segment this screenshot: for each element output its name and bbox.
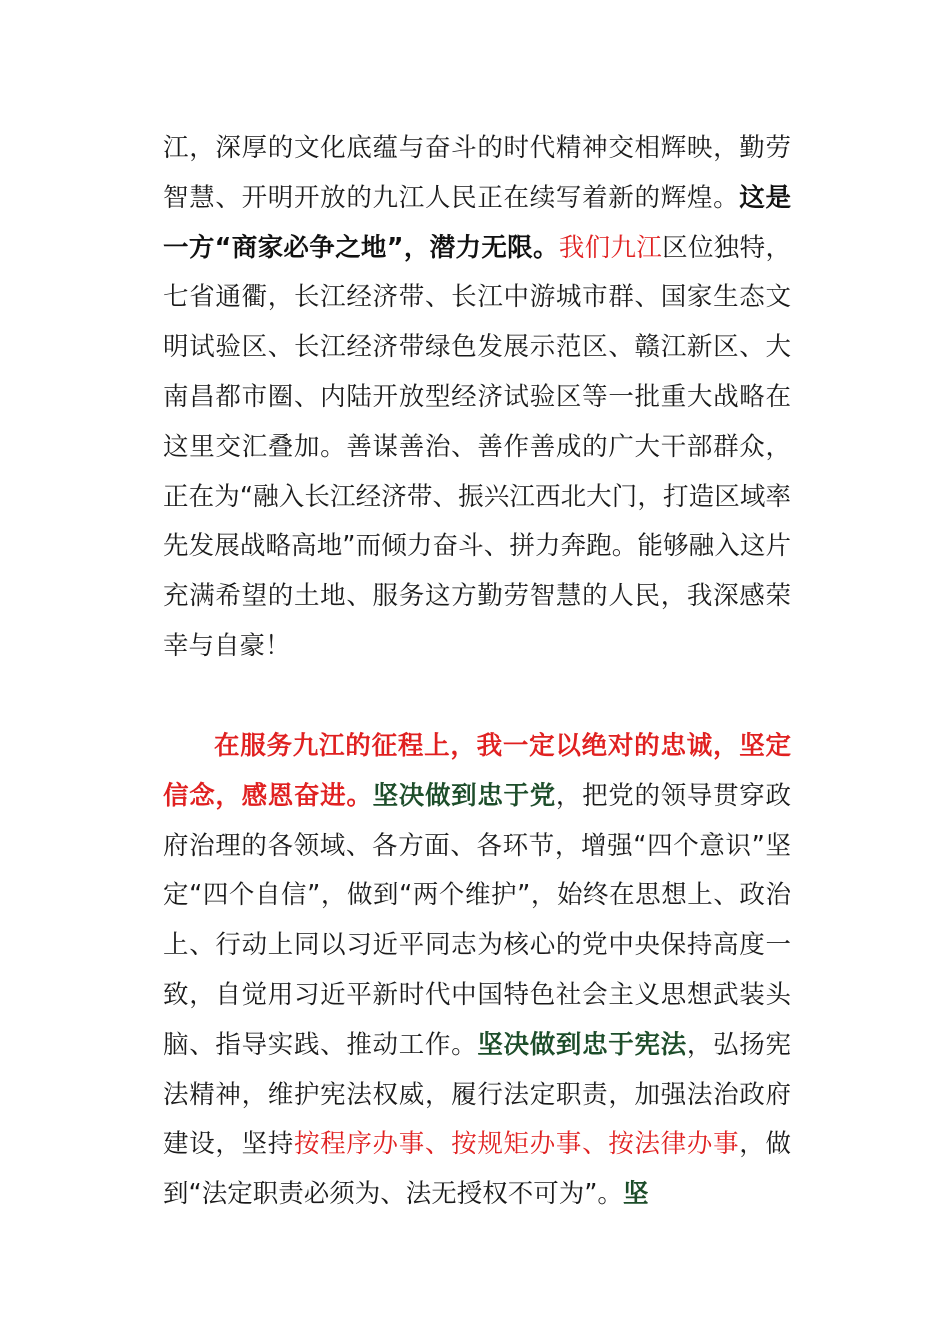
green-bold-heading: 坚决做到忠于宪法 [477, 1029, 687, 1060]
text-segment: ，弘扬宪法精神，维护宪法权威，履行法定职责，加强法治政府建设，坚持 [163, 1029, 791, 1160]
red-highlight: 按程序办事、按规矩办事、按法律办事 [293, 1129, 740, 1160]
bold-statement: 这是一方“商家必争之地”，潜力无限。 [163, 182, 791, 263]
paragraph-jiujiang-intro [163, 124, 791, 672]
text-segment: 区位独特，七省通衢，长江经济带、长江中游城市群、国家生态文明试验区、长江经济带绿色发展示范区、赣江新区、大南昌都市圈、内陆开放型经济试验区等一批重大战略在这里交汇叠加。善谋善治、善作善成的广大干部群众，正在为“融入长江经济带、振兴江西北大门，打造区域率先发展战略高地”而倾力奋斗、拼力奔跑。能够融入这片充满希望的土地、服务这方勤劳智慧的人民，我深感荣幸与自豪！ [163, 232, 791, 661]
green-bold-heading: 坚决做到忠于党 [372, 780, 556, 811]
paragraph-service-pledge [163, 722, 791, 1220]
red-highlight: 我们九江 [558, 232, 663, 263]
text-segment: ，做到“法定职责必须为、法无授权不可为”。 [163, 1129, 791, 1210]
green-bold-heading: 坚 [622, 1179, 649, 1210]
red-bold-heading: 在服务九江的征程上，我一定以绝对的忠诚，坚定信念，感恩奋进。 [163, 731, 791, 811]
text-segment: 江，深厚的文化底蕴与奋斗的时代精神交相辉映，勤劳智慧、开明开放的九江人民正在续写着新的辉煌。 [163, 133, 791, 213]
text-segment: ，把党的领导贯穿政府治理的各领域、各方面、各环节，增强“四个意识”坚定“四个自信”，做到“两个维护”，始终在思想上、政治上、行动上同以习近平同志为核心的党中央保持高度一致，自觉用习近平新时代中国特色社会主义思想武装头脑、指导实践、推动工作。 [163, 780, 791, 1060]
